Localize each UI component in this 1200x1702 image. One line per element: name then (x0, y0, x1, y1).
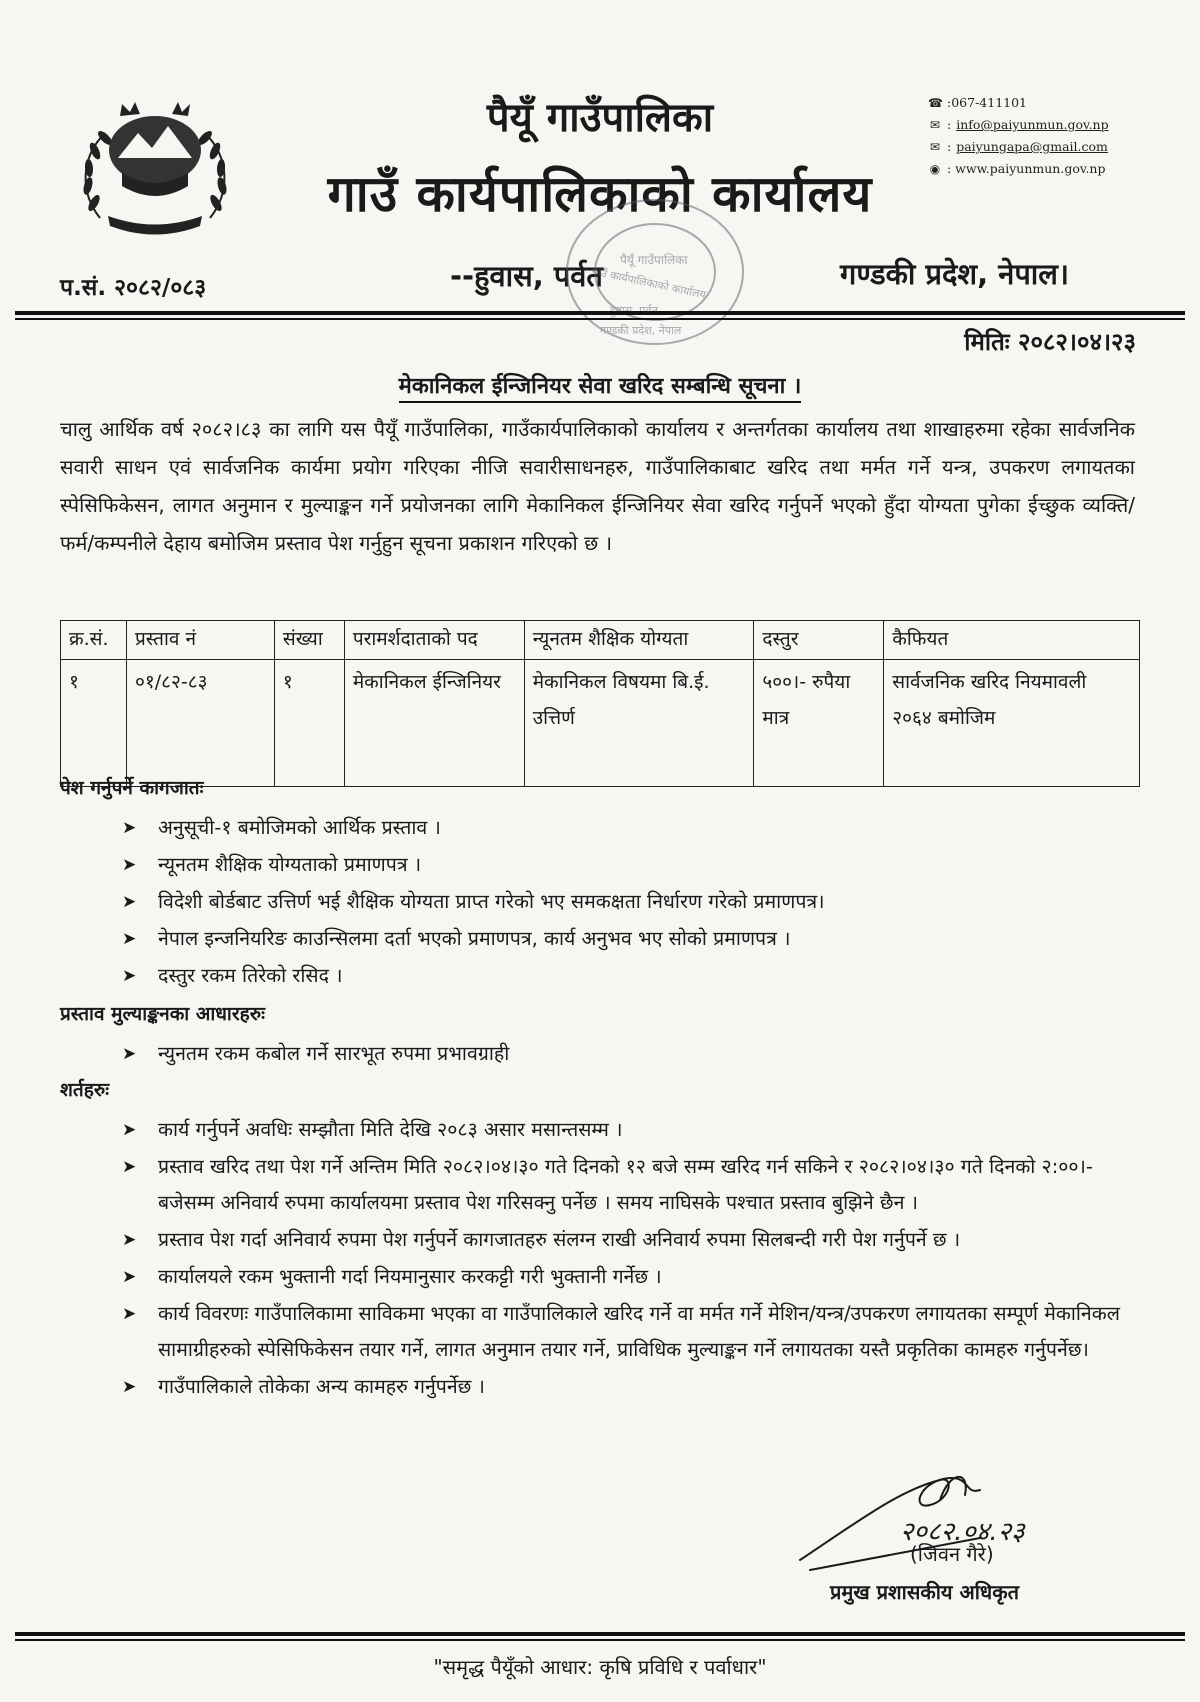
arrow-bullet-icon: ➤ (122, 818, 137, 838)
arrow-bullet-icon: ➤ (122, 1044, 137, 1064)
list-item: ➤ न्युनतम रकम कबोल गर्ने सारभूत रुपमा प्रभावग्राही (122, 1036, 1142, 1072)
mail-icon: ✉ (929, 140, 941, 154)
cell-proposal-no: ०१/८२-८३ (126, 660, 274, 787)
documents-list (122, 810, 1142, 995)
notice-subject: मेकानिकल ईन्जिनियर सेवा खरिद सम्बन्धि सूचना । (0, 370, 1200, 400)
list-item: ➤ कार्य गर्नुपर्ने अवधिः सम्झौता मिति देखि २०८३ असार मसान्तसम्म । (122, 1112, 1142, 1148)
arrow-bullet-icon: ➤ (122, 929, 137, 949)
footer-divider-thin (15, 1639, 1185, 1641)
requirement-table (60, 620, 1140, 787)
col-serial: क्र.सं. (61, 621, 127, 660)
col-remarks: कैफियत (884, 621, 1140, 660)
table-row (61, 660, 1140, 787)
contact-block (928, 92, 1109, 180)
col-fee: दस्तुर (754, 621, 884, 660)
cell-fee: ५००।- रुपैया मात्र (754, 660, 884, 787)
arrow-bullet-icon: ➤ (122, 1230, 137, 1250)
phone-number: :067-411101 (947, 95, 1028, 110)
reference-number: प.सं. २०८२/०८३ (60, 275, 207, 301)
cell-count: १ (274, 660, 344, 787)
cell-position: मेकानिकल ईन्जिनियर (344, 660, 524, 787)
list-item: ➤ न्यूनतम शैक्षिक योग्यताको प्रमाणपत्र । (122, 847, 1142, 883)
signatory-name: (जिवन गैरे) (910, 1542, 994, 1566)
list-item: ➤ नेपाल इन्जनियरिङ काउन्सिलमा दर्ता भएको प्रमाणपत्र, कार्य अनुभव भए सोको प्रमाणपत्र । (122, 921, 1142, 957)
list-item: ➤ प्रस्ताव पेश गर्दा अनिवार्य रुपमा पेश गर्नुपर्ने कागजातहरु संलग्न राखी अनिवार्य रुपमा सिलबन्दी गरी पेश गर्नुपर्ने छ । (122, 1222, 1142, 1258)
email-row-2: ✉ : paiyungapa@gmail.com (928, 136, 1109, 158)
mail-icon: ✉ (929, 118, 941, 132)
col-proposal-no: प्रस्ताव नं (126, 621, 274, 660)
org-name: पैयूँ गाउँपालिका (486, 95, 714, 141)
email-link-2[interactable]: paiyungapa@gmail.com (956, 139, 1108, 154)
arrow-bullet-icon: ➤ (122, 892, 137, 912)
header-divider (15, 311, 1185, 315)
conditions-list (122, 1112, 1142, 1406)
office-name: गाउँ कार्यपालिकाको कार्यालय (327, 165, 873, 223)
evaluation-heading: प्रस्ताव मुल्याङ्कनका आधारहरुः (60, 1003, 265, 1025)
list-item: ➤ गाउँपालिकाले तोकेका अन्य कामहरु गर्नुपर्नेछ । (122, 1369, 1142, 1405)
arrow-bullet-icon: ➤ (122, 1377, 137, 1397)
evaluation-list (122, 1036, 1142, 1073)
list-item: ➤ दस्तुर रकम तिरेको रसिद । (122, 958, 1142, 994)
arrow-bullet-icon: ➤ (122, 1267, 137, 1287)
phone-row (928, 92, 1109, 114)
list-item: ➤ कार्यालयले रकम भुक्तानी गर्दा नियमानुसार करकट्टी गरी भुक्तानी गर्नेछ । (122, 1259, 1142, 1295)
documents-heading: पेश गर्नुपर्ने कागजातः (60, 777, 204, 799)
arrow-bullet-icon: ➤ (122, 1157, 137, 1177)
intro-paragraph: चालु आर्थिक वर्ष २०८२।८३ का लागि यस पैयूँ गाउँपालिका, गाउँकार्यपालिकाको कार्यालय र अन्तर्गतका कार्यालय तथा शाखाहरुमा रहेका सार्वजनिक सवारी साधन एवं सार्वजनिक कार्यमा प्रयोग गरिएका नीजि सवारीसाधनहरु, गाउँपालिकाबाट खरिद तथा मर्मत गर्ने यन्त्र, उपकरण लगायतका स्पेसिफिकेसन, लागत अनुमान र मुल्याङ्कन गर्ने प्रयोजनका लागि मेकानिकल ईन्जिनियर सेवा खरिद गर्नुपर्ने भएको हुँदा योग्यता पुगेका ईच्छुक व्यक्ति/फर्म/कम्पनीले देहाय बमोजिम प्रस्ताव पेश गर्नुहुन सूचना प्रकाशन गरिएको छ । (60, 417, 1135, 555)
arrow-bullet-icon: ➤ (122, 1304, 137, 1324)
arrow-bullet-icon: ➤ (122, 966, 137, 986)
list-item: ➤ कार्य विवरणः गाउँपालिकामा साविकमा भएका वा गाउँपालिकाले खरिद गर्ने वा मर्मत गर्ने मेशिन/यन्त्र/उपकरण लगायतका सम्पूर्ण मेकानिकल सामाग्रीहरुको स्पेसिफिकेसन तयार गर्ने, लागत अनुमान तयार गर्ने, प्राविधिक मुल्याङ्कन गर्ने लगायतका यस्तै प्रकृतिका कामहरु गर्नुपर्नेछ। (122, 1296, 1142, 1368)
list-item: ➤ अनुसूची-१ बमोजिमको आर्थिक प्रस्ताव । (122, 810, 1142, 846)
notice-date: मितिः २०८२।०४।२३ (964, 328, 1136, 356)
arrow-bullet-icon: ➤ (122, 855, 137, 875)
footer-slogan: "समृद्ध पैयूँको आधार: कृषि प्रविधि र पर्वाधार" (433, 1655, 767, 1679)
cell-remarks: सार्वजनिक खरिद नियमावली २०६४ बमोजिम (884, 660, 1140, 787)
office-location: --हुवास, पर्वत (450, 259, 603, 293)
signatory-title: प्रमुख प्रशासकीय अधिकृत (830, 1580, 1019, 1604)
phone-icon: ☎ (928, 96, 943, 110)
province-label: गण्डकी प्रदेश, नेपाल। (840, 257, 1069, 291)
email-row: ✉ : info@paiyunmun.gov.np (928, 114, 1109, 136)
website-link[interactable]: : www.paiyunmun.gov.np (947, 161, 1106, 176)
stamp-line-4: गण्डकी प्रदेश, नेपाल (600, 324, 682, 337)
cell-qualification: मेकानिकल विषयमा बि.ई. उत्तिर्ण (524, 660, 754, 787)
signature-date: २०८२.०४.२३ (900, 1517, 1025, 1547)
arrow-bullet-icon: ➤ (122, 1120, 137, 1140)
stamp-line-2: गाउँ कार्यपालिकाको कार्यालय (590, 264, 708, 302)
header-divider-thin (15, 318, 1185, 320)
stamp-line-1: पैयूँ गाउँपालिका (620, 253, 688, 267)
list-item: ➤ प्रस्ताव खरिद तथा पेश गर्ने अन्तिम मिति २०८२।०४।३० गते दिनको १२ बजे सम्म खरिद गर्न सकिने र २०८२।०४।३० गते दिनको २:००।- बजेसम्म अनिवार्य रुपमा कार्यालयमा प्रस्ताव पेश गरिसक्नु पर्नेछ । समय नाघिसके पश्चात प्रस्ताव बुझिने छैन । (122, 1149, 1142, 1221)
footer-divider (15, 1632, 1185, 1636)
list-item: ➤ विदेशी बोर्डबाट उत्तिर्ण भई शैक्षिक योग्यता प्राप्त गरेको भए समकक्षता निर्धारण गरेको प्रमाणपत्र। (122, 884, 1142, 920)
col-count: संख्या (274, 621, 344, 660)
conditions-heading: शर्तहरुः (60, 1079, 110, 1101)
col-position: परामर्शदाताको पद (344, 621, 524, 660)
table-header-row (61, 621, 1140, 660)
office-stamp (560, 192, 750, 357)
globe-icon: ◉ (929, 162, 941, 176)
col-qualification: न्यूनतम शैक्षिक योग्यता (524, 621, 754, 660)
website-row (928, 158, 1109, 180)
cell-serial: १ (61, 660, 127, 787)
email-link-1[interactable]: info@paiyunmun.gov.np (956, 117, 1109, 132)
